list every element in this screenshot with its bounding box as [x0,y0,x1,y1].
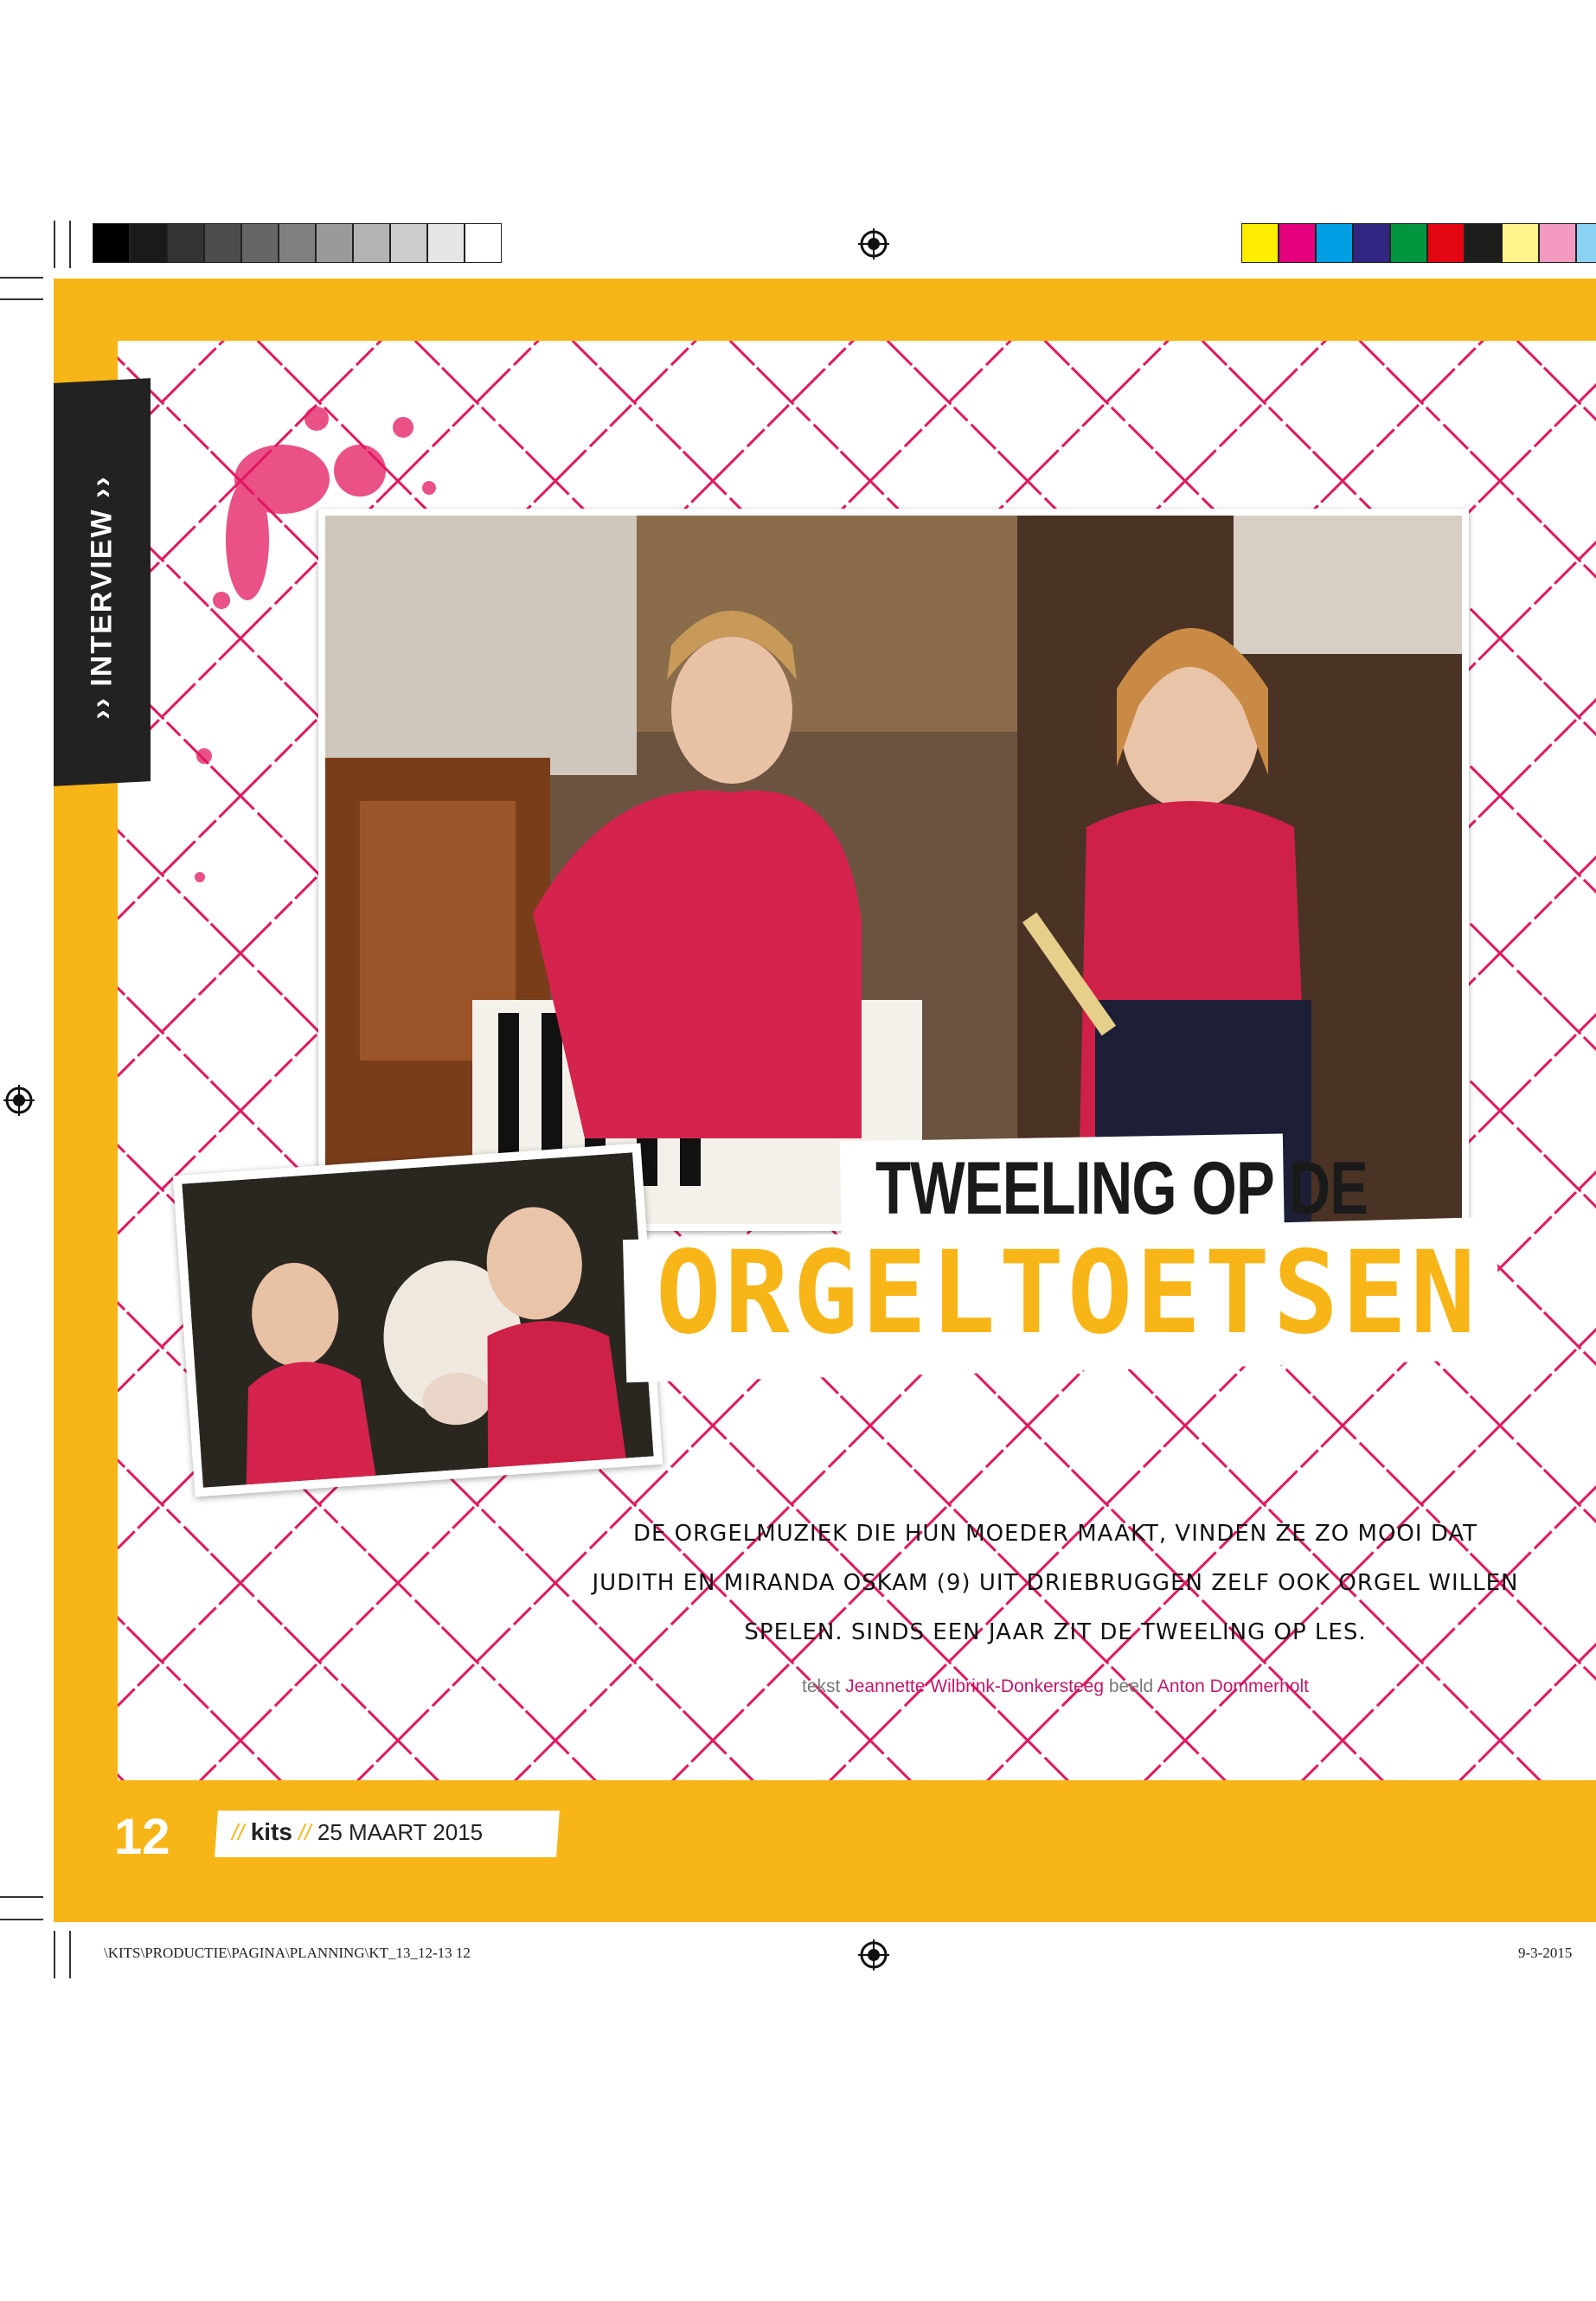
crop-mark [54,1931,55,1978]
color-swatch [1465,223,1502,263]
small-photo-twins-with-calf [173,1144,663,1497]
color-swatch [93,223,130,263]
credit-photo-label: beeld [1108,1676,1154,1696]
credit-photographer: Anton Dommerholt [1157,1676,1309,1696]
section-tab-label-wrap [59,474,145,720]
color-swatch [1539,223,1576,263]
crop-mark [69,221,71,268]
article-title-line1: TWEELING OP DE [875,1147,1368,1230]
process-color-bar [1241,223,1596,263]
color-swatch [1316,223,1353,263]
intro-line: JUDITH EN MIRANDA OSKAM (9) UIT DRIEBRUGGEN ZELF OOK ORGEL WILLEN [592,1570,1519,1596]
color-swatch [1241,223,1279,263]
section-tab-label: ›› INTERVIEW ›› [85,474,119,720]
folio-separator: // [298,1819,311,1845]
slug-file-path: \KITS\PRODUCTIE\PAGINA\PLANNING\KT_13_12-13 12 [104,1945,471,1961]
grayscale-color-bar [93,223,502,263]
slug-date: 9-3-2015 [1518,1945,1573,1961]
color-swatch [1427,223,1465,263]
yellow-frame-top [54,279,1596,341]
color-swatch [204,223,241,263]
main-photo-twins-at-organ [318,509,1469,1231]
registration-mark-icon [858,1939,889,1971]
color-swatch [465,223,502,263]
color-swatch [241,223,279,263]
crop-mark [69,1931,71,1978]
folio-separator: // [232,1819,245,1845]
color-swatch [1502,223,1539,263]
registration-mark-icon [858,228,889,260]
credit-author: Jeannette Wilbrink-Donkersteeg [845,1676,1104,1696]
registration-mark-icon [3,1085,35,1116]
issue-date: 25 MAART 2015 [317,1819,484,1845]
color-swatch [167,223,204,263]
color-swatch [390,223,427,263]
credit-text-label: tekst [801,1676,841,1696]
article-credits [571,1676,1540,1697]
color-swatch [1390,223,1427,263]
color-swatch [130,223,167,263]
color-swatch [1353,223,1390,263]
crop-mark [0,277,43,279]
article-intro [571,1509,1540,1657]
color-swatch [279,223,316,263]
page-number: 12 [114,1809,170,1865]
article-title-line2: ORGELTOETSEN [656,1227,1479,1360]
color-swatch [427,223,465,263]
crop-mark [0,1919,43,1920]
magazine-name: kits [250,1818,292,1845]
intro-line: SPELEN. SINDS EEN JAAR ZIT DE TWEELING OP LES. [744,1619,1367,1645]
color-swatch [316,223,353,263]
color-swatch [1279,223,1316,263]
color-swatch [353,223,390,263]
crop-mark [54,221,55,268]
crop-mark [0,298,43,300]
crop-mark [0,1896,43,1898]
folio [232,1818,483,1846]
color-swatch [1576,223,1596,263]
intro-line: DE ORGELMUZIEK DIE HUN MOEDER MAAKT, VINDEN ZE ZO MOOI DAT [632,1521,1478,1547]
